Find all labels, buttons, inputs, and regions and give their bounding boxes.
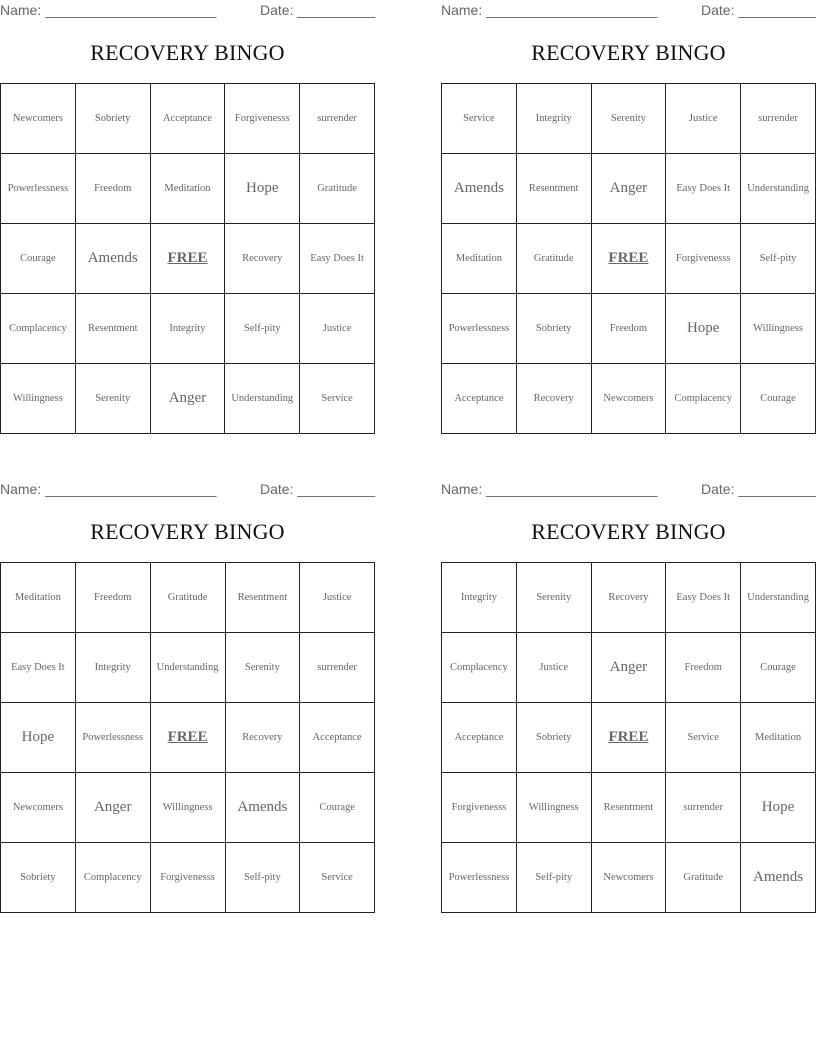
free-space: FREE [591, 224, 666, 294]
bingo-cell: Acceptance [442, 703, 517, 773]
bingo-cell: Willingness [1, 364, 76, 434]
grid-row [442, 563, 816, 633]
bingo-cell: Anger [75, 773, 150, 843]
bingo-cell: Service [442, 84, 517, 154]
card-header [441, 479, 816, 501]
grid-row [1, 84, 375, 154]
bingo-cell: Courage [1, 224, 76, 294]
free-space: FREE [150, 703, 225, 773]
bingo-cell: surrender [666, 773, 741, 843]
bingo-cell: Willingness [516, 773, 591, 843]
bingo-cell: Acceptance [150, 84, 225, 154]
grid-row [442, 294, 816, 364]
card-title: RECOVERY BINGO [90, 519, 285, 544]
name-field: Name: ______________________ [441, 2, 658, 18]
bingo-cell: Integrity [516, 84, 591, 154]
bingo-card-3 [0, 479, 375, 914]
bingo-cell: Understanding [741, 563, 816, 633]
bingo-cell: Amends [741, 843, 816, 913]
bingo-cell: Forgivenesss [442, 773, 517, 843]
bingo-cell: Easy Does It [666, 563, 741, 633]
bingo-cell: Easy Does It [300, 224, 375, 294]
bingo-cell: Hope [1, 703, 76, 773]
bingo-cell: Gratitude [516, 224, 591, 294]
bingo-cell: surrender [300, 633, 375, 703]
grid-row [442, 843, 816, 913]
free-space: FREE [591, 703, 666, 773]
bingo-grid [0, 562, 375, 913]
bingo-cell: Gratitude [300, 154, 375, 224]
card-title: RECOVERY BINGO [531, 519, 726, 544]
bingo-cell: Meditation [741, 703, 816, 773]
bingo-cell: Hope [666, 294, 741, 364]
bingo-cell: Freedom [75, 563, 150, 633]
grid-row [442, 633, 816, 703]
bingo-cell: Self-pity [225, 294, 300, 364]
bingo-cell: Sobriety [516, 294, 591, 364]
bingo-cell: Service [300, 364, 375, 434]
date-field: Date: __________ [701, 2, 816, 18]
grid-row [1, 703, 375, 773]
bingo-cell: Willingness [741, 294, 816, 364]
bingo-card-2 [441, 0, 816, 435]
bingo-cell: Gratitude [666, 843, 741, 913]
bingo-cell: Resentment [75, 294, 150, 364]
bingo-cell: Courage [741, 633, 816, 703]
bingo-cell: Powerlessness [75, 703, 150, 773]
bingo-cell: Integrity [75, 633, 150, 703]
bingo-cell: Integrity [442, 563, 517, 633]
bingo-cell: Freedom [75, 154, 150, 224]
bingo-cell: Sobriety [75, 84, 150, 154]
bingo-cell: Service [300, 843, 375, 913]
bingo-cell: Courage [741, 364, 816, 434]
name-field: Name: ______________________ [441, 481, 658, 497]
bingo-cell: Amends [225, 773, 300, 843]
bingo-grid [0, 83, 375, 434]
bingo-cell: Serenity [75, 364, 150, 434]
bingo-cell: Complacency [442, 633, 517, 703]
bingo-cell: Freedom [666, 633, 741, 703]
bingo-cell: Sobriety [516, 703, 591, 773]
date-field: Date: __________ [260, 2, 376, 18]
date-field: Date: __________ [701, 481, 816, 497]
card-title: RECOVERY BINGO [531, 40, 726, 65]
bingo-cell: Forgivenesss [150, 843, 225, 913]
bingo-cell: Newcomers [1, 773, 76, 843]
bingo-cell: Recovery [591, 563, 666, 633]
bingo-cell: Gratitude [150, 563, 225, 633]
card-header [0, 479, 375, 501]
name-field: Name: ______________________ [0, 2, 217, 18]
bingo-cell: Easy Does It [666, 154, 741, 224]
grid-row [1, 154, 375, 224]
bingo-cell: Justice [300, 294, 375, 364]
bingo-cell: Recovery [225, 224, 300, 294]
card-header [441, 0, 816, 22]
bingo-cell: Meditation [442, 224, 517, 294]
bingo-cell: Hope [225, 154, 300, 224]
grid-row [442, 703, 816, 773]
bingo-cell: Meditation [150, 154, 225, 224]
bingo-card-4 [441, 479, 816, 914]
card-title: RECOVERY BINGO [90, 40, 285, 65]
bingo-cell: surrender [300, 84, 375, 154]
bingo-cell: Recovery [225, 703, 300, 773]
card-header [0, 0, 375, 22]
bingo-cell: Meditation [1, 563, 76, 633]
bingo-cell: surrender [741, 84, 816, 154]
name-field: Name: ______________________ [0, 481, 217, 497]
grid-row [442, 154, 816, 224]
bingo-cell: Powerlessness [1, 154, 76, 224]
bingo-cell: Serenity [591, 84, 666, 154]
bingo-cell: Justice [300, 563, 375, 633]
grid-row [1, 294, 375, 364]
bingo-cell: Freedom [591, 294, 666, 364]
bingo-cell: Hope [741, 773, 816, 843]
bingo-cell: Amends [75, 224, 150, 294]
bingo-cell: Self-pity [225, 843, 300, 913]
bingo-grid [441, 83, 816, 434]
grid-row [1, 843, 375, 913]
bingo-cell: Amends [442, 154, 517, 224]
grid-row [1, 364, 375, 434]
bingo-cell: Acceptance [442, 364, 517, 434]
free-space: FREE [150, 224, 225, 294]
bingo-cell: Understanding [150, 633, 225, 703]
bingo-cell: Forgivenesss [666, 224, 741, 294]
bingo-cell: Powerlessness [442, 843, 517, 913]
bingo-grid [441, 562, 816, 913]
bingo-cell: Resentment [516, 154, 591, 224]
grid-row [442, 224, 816, 294]
grid-row [442, 84, 816, 154]
bingo-cell: Service [666, 703, 741, 773]
bingo-cell: Understanding [741, 154, 816, 224]
bingo-cell: Willingness [150, 773, 225, 843]
bingo-cell: Newcomers [591, 364, 666, 434]
grid-row [1, 224, 375, 294]
bingo-cell: Resentment [225, 563, 300, 633]
bingo-cell: Complacency [1, 294, 76, 364]
bingo-cell: Serenity [225, 633, 300, 703]
bingo-cell: Courage [300, 773, 375, 843]
bingo-cell: Integrity [150, 294, 225, 364]
bingo-cell: Forgivenesss [225, 84, 300, 154]
bingo-cell: Self-pity [516, 843, 591, 913]
bingo-cell: Recovery [516, 364, 591, 434]
grid-row [1, 563, 375, 633]
bingo-cell: Resentment [591, 773, 666, 843]
bingo-cell: Anger [591, 154, 666, 224]
grid-row [1, 633, 375, 703]
bingo-cell: Complacency [666, 364, 741, 434]
date-field: Date: __________ [260, 481, 376, 497]
grid-row [442, 773, 816, 843]
bingo-cell: Sobriety [1, 843, 76, 913]
bingo-cell: Anger [591, 633, 666, 703]
bingo-cell: Newcomers [591, 843, 666, 913]
bingo-cell: Newcomers [1, 84, 76, 154]
bingo-cell: Powerlessness [442, 294, 517, 364]
grid-row [442, 364, 816, 434]
bingo-cell: Anger [150, 364, 225, 434]
bingo-cell: Complacency [75, 843, 150, 913]
bingo-cell: Self-pity [741, 224, 816, 294]
bingo-cell: Easy Does It [1, 633, 76, 703]
bingo-card-1 [0, 0, 375, 435]
bingo-cell: Justice [666, 84, 741, 154]
bingo-cell: Justice [516, 633, 591, 703]
bingo-cell: Acceptance [300, 703, 375, 773]
bingo-cell: Understanding [225, 364, 300, 434]
bingo-cell: Serenity [516, 563, 591, 633]
grid-row [1, 773, 375, 843]
